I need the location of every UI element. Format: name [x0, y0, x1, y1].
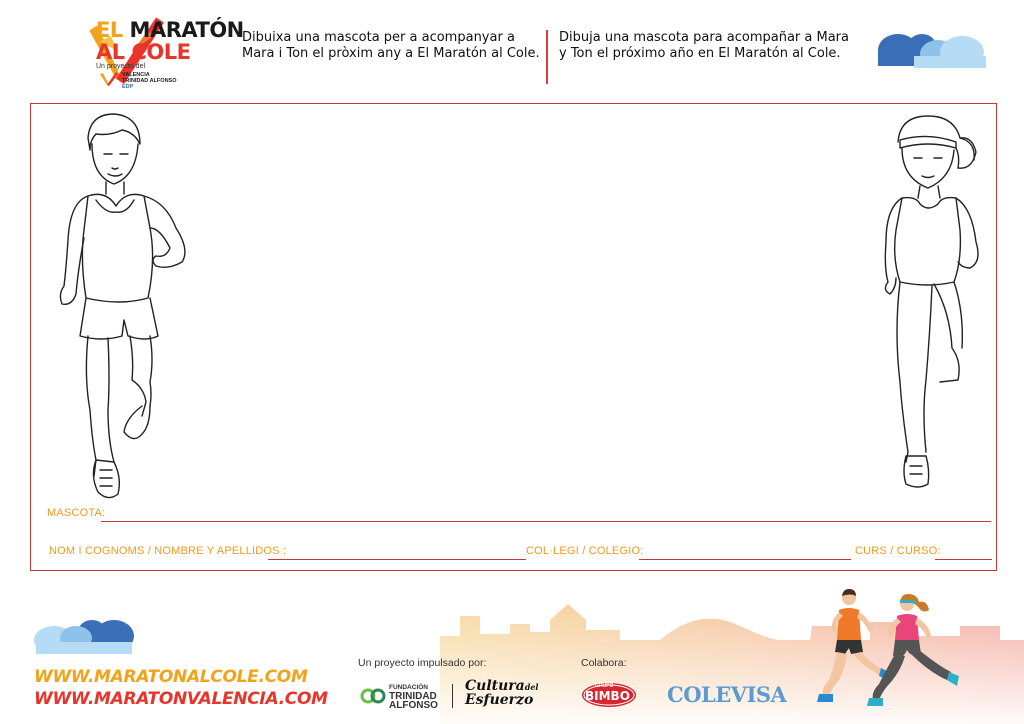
name-label: NOM I COGNOMS / NOMBRE Y APELLIDOS : [49, 545, 287, 557]
colevisa-logo: COLEVISA [667, 682, 787, 707]
instruction-spanish: Dibuja una mascota para acompañar a Mara y Ton el próximo año en El Maratón al Cole. [559, 30, 849, 61]
school-line[interactable] [639, 559, 851, 560]
school-label: COL·LEGI / COLEGIO: [526, 545, 644, 557]
mascot-line[interactable] [101, 521, 991, 522]
cultura-del-esfuerzo-logo: Culturadel Esfuerzo [465, 678, 539, 708]
instruction-divider [546, 30, 548, 84]
clouds-decoration-top [876, 28, 988, 70]
collab-label: Colabora: [581, 657, 627, 669]
website-link-maratonalcole[interactable]: WWW.MARATONALCOLE.COM [34, 667, 308, 687]
website-link-maratonvalencia[interactable]: WWW.MARATONVALENCIA.COM [34, 689, 328, 709]
color-runners-illustration [815, 588, 965, 714]
girl-runner-illustration [876, 112, 988, 497]
logo-title: EL MARATÓN [96, 18, 244, 42]
fundacion-trinidad-alfonso-logo: FUNDACIÓN TRINIDAD ALFONSO [389, 684, 438, 711]
trinidad-alfonso-mini-logo [99, 71, 119, 87]
clouds-decoration-bottom [32, 618, 136, 656]
fundacion-trinidad-alfonso-icon [360, 683, 386, 709]
course-line[interactable] [935, 559, 992, 560]
sponsor-label: Un proyecto impulsado por: [358, 657, 487, 669]
course-label: CURS / CURSO: [855, 545, 941, 557]
mascot-label: MASCOTA: [47, 507, 106, 519]
name-line[interactable] [268, 559, 526, 560]
grupo-bimbo-top: GRUPO [595, 683, 614, 689]
instruction-catalan: Dibuixa una mascota per a acompanyar a Mara i Ton el pròxim any a El Maratón al Cole. [242, 30, 540, 61]
logo-title-line2: AL COLE [96, 40, 191, 64]
logo-organization: VALENCIA TRINIDAD ALFONSO EDP [122, 72, 177, 90]
logo-subtitle: Un proyecto del [96, 63, 146, 70]
boy-runner-illustration [50, 110, 200, 505]
grupo-bimbo-text: BIMBO [585, 689, 630, 703]
sponsor-divider [452, 684, 453, 708]
